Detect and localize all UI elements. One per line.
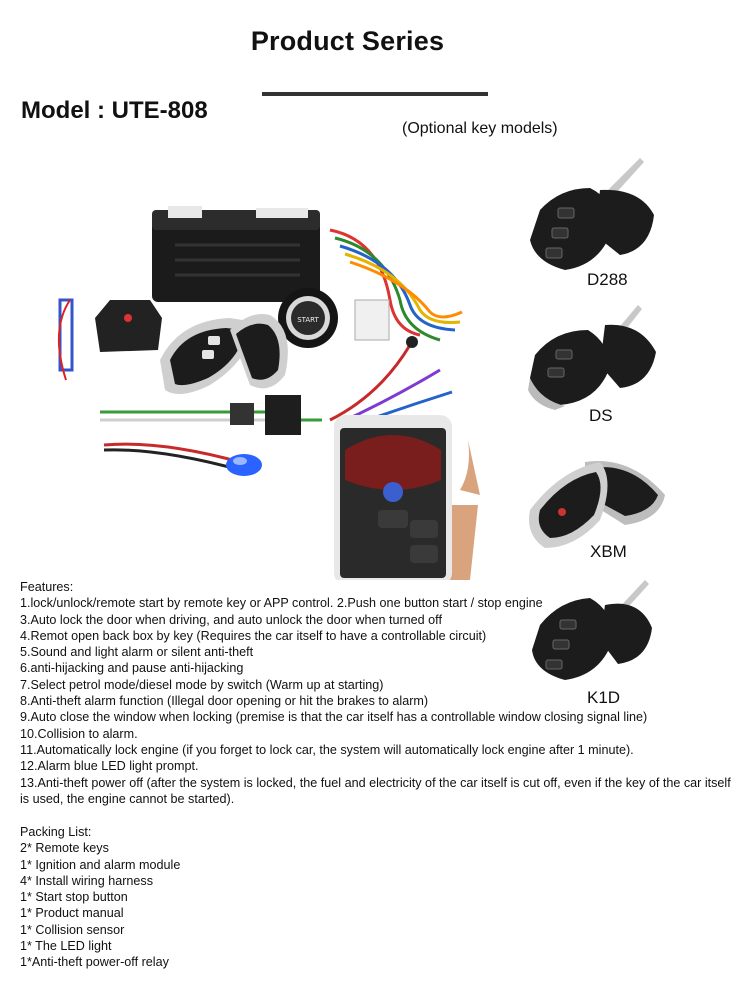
feature-item: 11.Automatically lock engine (if you forget to lock car, the system will automatically lock engine after 1 minute). xyxy=(20,742,634,757)
key-ds-image xyxy=(528,305,656,410)
packing-item: 1* The LED light xyxy=(20,939,112,954)
feature-item: 10.Collision to alarm. xyxy=(20,726,138,741)
start-stop-button xyxy=(278,288,338,348)
packing-item: 2* Remote keys xyxy=(20,841,109,856)
key-label-ds: DS xyxy=(589,406,613,425)
power-off-relay xyxy=(100,395,322,435)
svg-text:START: START xyxy=(297,316,319,324)
feature-item: 9.Auto close the window when locking (premise is that the car itself has a controllable window closing signal line) xyxy=(20,710,648,725)
packing-item: 1* Ignition and alarm module xyxy=(20,857,181,872)
feature-item: 13.Anti-theft power off (after the system is locked, the fuel and electricity of the car itself is cut off, even if the key of the car itself is used, the engine cannot be started). xyxy=(20,775,731,806)
feature-item: 4.Remot open back box by key (Requires the car itself to have a controllable circuit) xyxy=(20,628,487,643)
kit-illustration xyxy=(0,150,520,580)
ecu-module xyxy=(152,206,320,302)
optional-key-caption: (Optional key models) xyxy=(402,120,558,137)
page-title: Product Series xyxy=(250,26,445,56)
packing-list-section xyxy=(20,824,180,971)
features-section xyxy=(20,579,740,807)
feature-item: 5.Sound and light alarm or silent anti-theft xyxy=(20,645,254,660)
led-light xyxy=(104,444,262,476)
feature-item: 12.Alarm blue LED light prompt. xyxy=(20,759,199,774)
packing-item: 4* Install wiring harness xyxy=(20,873,153,888)
alarm-module xyxy=(59,300,162,380)
phone-app xyxy=(334,415,480,580)
title-underline xyxy=(262,92,488,96)
key-xbm-image xyxy=(529,461,665,548)
feature-item: 3.Auto lock the door when driving, and auto unlock the door when turned off xyxy=(20,612,442,627)
packing-item: 1* Collision sensor xyxy=(20,922,125,937)
key-label-k1d: K1D xyxy=(587,688,621,707)
packing-item: 1*Anti-theft power-off relay xyxy=(20,955,169,970)
feature-item: 1.lock/unlock/remote start by remote key or APP control. 2.Push one button start / stop engine xyxy=(20,596,543,611)
key-d288-image xyxy=(530,158,654,270)
model-heading: Model : UTE-808 xyxy=(21,97,208,124)
packing-item: 1* Product manual xyxy=(20,906,124,921)
feature-item: 8.Anti-theft alarm function (Illegal door opening or hit the brakes to alarm) xyxy=(20,694,429,709)
remote-keys xyxy=(160,314,288,394)
packing-heading: Packing List: xyxy=(20,825,92,839)
feature-item: 7.Select petrol mode/diesel mode by switch (Warm up at starting) xyxy=(20,677,384,692)
key-label-xbm: XBM xyxy=(590,542,627,561)
key-label-d288: D288 xyxy=(587,270,628,289)
feature-item: 6.anti-hijacking and pause anti-hijacking xyxy=(20,661,244,676)
wiring-harness xyxy=(330,230,462,340)
features-heading: Features: xyxy=(20,580,74,594)
packing-item: 1* Start stop button xyxy=(20,890,128,905)
